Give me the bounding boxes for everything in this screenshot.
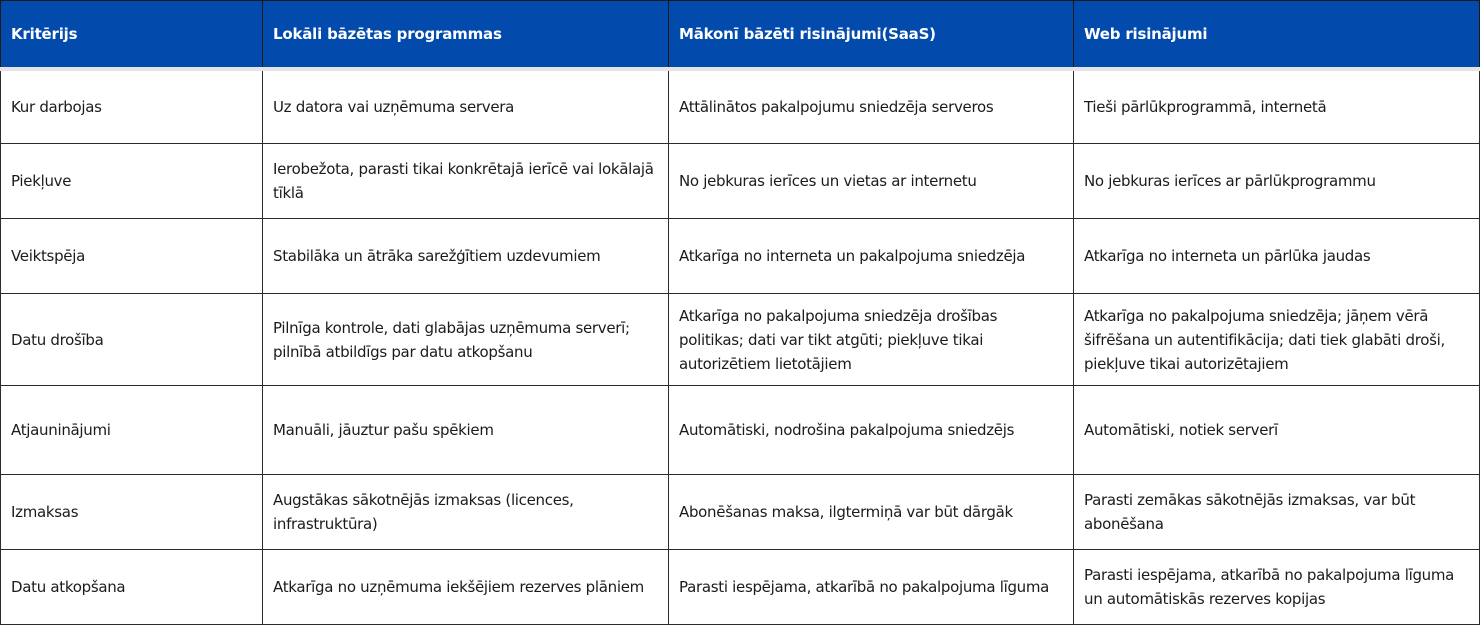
row-criterion: Izmaksas — [1, 475, 263, 550]
cell-cloud: Parasti iespējama, atkarībā no pakalpojuma līguma — [669, 550, 1074, 625]
row-criterion: Datu drošība — [1, 294, 263, 386]
table-row — [1, 69, 1480, 144]
cell-cloud: Atkarīga no pakalpojuma sniedzēja drošības politikas; dati var tikt atgūti; piekļuve tikai autorizētiem lietotājiem — [669, 294, 1074, 386]
cell-local: Atkarīga no uzņēmuma iekšējiem rezerves plāniem — [263, 550, 669, 625]
cell-cloud: Abonēšanas maksa, ilgtermiņā var būt dārgāk — [669, 475, 1074, 550]
cell-web: Parasti iespējama, atkarībā no pakalpojuma līguma un automātiskās rezerves kopijas — [1074, 550, 1480, 625]
row-criterion: Veiktspēja — [1, 219, 263, 294]
table-row — [1, 475, 1480, 550]
row-criterion: Datu atkopšana — [1, 550, 263, 625]
table-row — [1, 294, 1480, 386]
cell-web: Atkarīga no interneta un pārlūka jaudas — [1074, 219, 1480, 294]
row-criterion: Piekļuve — [1, 144, 263, 219]
header-cloud-saas: Mākonī bāzēti risinājumi(SaaS) — [669, 1, 1074, 70]
cell-cloud: Attālinātos pakalpojumu sniedzēja serveros — [669, 69, 1074, 144]
table-row — [1, 144, 1480, 219]
table-row — [1, 219, 1480, 294]
cell-web: Parasti zemākas sākotnējās izmaksas, var būt abonēšana — [1074, 475, 1480, 550]
header-criterion: Kritērijs — [1, 1, 263, 70]
table-row — [1, 550, 1480, 625]
cell-web: Tieši pārlūkprogrammā, internetā — [1074, 69, 1480, 144]
cell-local: Ierobežota, parasti tikai konkrētajā ierīcē vai lokālajā tīklā — [263, 144, 669, 219]
cell-web: No jebkuras ierīces ar pārlūkprogrammu — [1074, 144, 1480, 219]
cell-local: Stabilāka un ātrāka sarežģītiem uzdevumiem — [263, 219, 669, 294]
cell-local: Uz datora vai uzņēmuma servera — [263, 69, 669, 144]
cell-web: Atkarīga no pakalpojuma sniedzēja; jāņem vērā šifrēšana un autentifikācija; dati tiek glabāti droši, piekļuve tikai autorizētajiem — [1074, 294, 1480, 386]
cell-cloud: No jebkuras ierīces un vietas ar internetu — [669, 144, 1074, 219]
row-criterion: Kur darbojas — [1, 69, 263, 144]
header-local: Lokāli bāzētas programmas — [263, 1, 669, 70]
cell-local: Pilnīga kontrole, dati glabājas uzņēmuma serverī; pilnībā atbildīgs par datu atkopšanu — [263, 294, 669, 386]
cell-web: Automātiski, notiek serverī — [1074, 386, 1480, 475]
cell-local: Manuāli, jāuztur pašu spēkiem — [263, 386, 669, 475]
row-criterion: Atjauninājumi — [1, 386, 263, 475]
cell-cloud: Atkarīga no interneta un pakalpojuma sniedzēja — [669, 219, 1074, 294]
header-row — [1, 1, 1480, 70]
cell-cloud: Automātiski, nodrošina pakalpojuma sniedzējs — [669, 386, 1074, 475]
cell-local: Augstākas sākotnējās izmaksas (licences, infrastruktūra) — [263, 475, 669, 550]
header-web: Web risinājumi — [1074, 1, 1480, 70]
table-row — [1, 386, 1480, 475]
